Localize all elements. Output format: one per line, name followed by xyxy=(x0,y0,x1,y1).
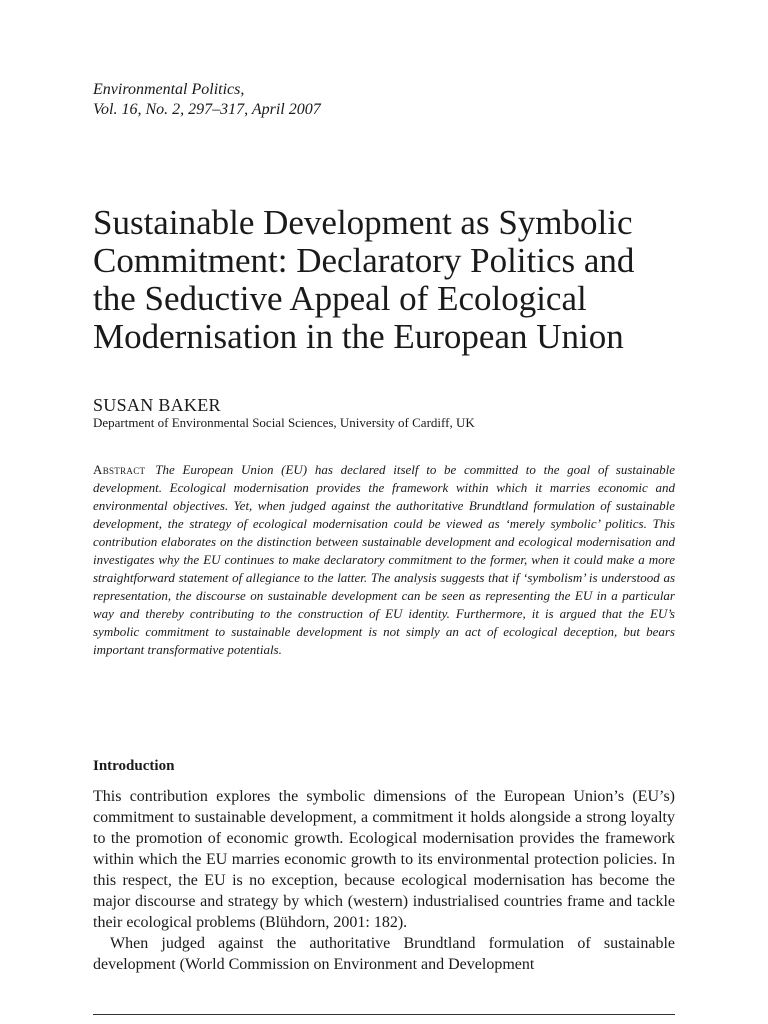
journal-header xyxy=(93,80,321,120)
section-heading-introduction: Introduction xyxy=(93,758,175,774)
journal-citation: Vol. 16, No. 2, 297–317, April 2007 xyxy=(93,101,321,118)
article-title xyxy=(93,204,693,356)
title-line: Sustainable Development as Symbolic xyxy=(93,203,633,242)
article-page xyxy=(93,0,675,1024)
body-paragraph: This contribution explores the symbolic dimensions of the European Union’s (EU’s) commitment to sustainable development, a commitment it holds alongside a strong loyalty to the promotion of economic growth. Ecological modernisation provides the framework within which the EU marries economic growth to its environmental protection policies. In this respect, the EU is no exception, because ecological modernisation has become the major discourse and strategy by which (western) industrialised countries frame and tackle their ecological problems (Blühdorn, 2001: 182). xyxy=(93,788,675,931)
title-line: Commitment: Declaratory Politics and xyxy=(93,241,635,280)
title-line: the Seductive Appeal of Ecological xyxy=(93,279,587,318)
abstract xyxy=(93,461,675,659)
abstract-label: Abstract xyxy=(93,462,146,477)
author-affiliation: Department of Environmental Social Sciences, University of Cardiff, UK xyxy=(93,415,475,430)
introduction-body xyxy=(93,786,675,975)
abstract-text: The European Union (EU) has declared itself to be committed to the goal of sustainable development. Ecological modernisation provides the framework within which it marries economic and environmental objectives. Yet, when judged against the authoritative Brundtland formulation of sustainable development, the strategy of ecological modernisation could be viewed as ‘merely symbolic’ politics. This contribution elaborates on the distinction between sustainable development and ecological modernisation and investigates why the EU continues to make declaratory commitment to the former, when it could make a more straightforward statement of allegiance to the latter. The analysis suggests that if ‘symbolism’ is understood as representation, the discourse on sustainable development can be seen as representing the EU in a particular way and thereby contributing to the construction of EU identity. Furthermore, it is argued that the EU’s symbolic commitment to sustainable development is not simply an act of ecological deception, but bears important transformative potentials. xyxy=(93,462,675,657)
journal-name: Environmental Politics, xyxy=(93,81,245,98)
author-name: SUSAN BAKER xyxy=(93,395,221,415)
footnote-divider xyxy=(93,1014,675,1015)
body-paragraph: When judged against the authoritative Brundtland formulation of sustainable development (World Commission on Environment and Development xyxy=(93,935,675,973)
title-line: Modernisation in the European Union xyxy=(93,317,624,356)
